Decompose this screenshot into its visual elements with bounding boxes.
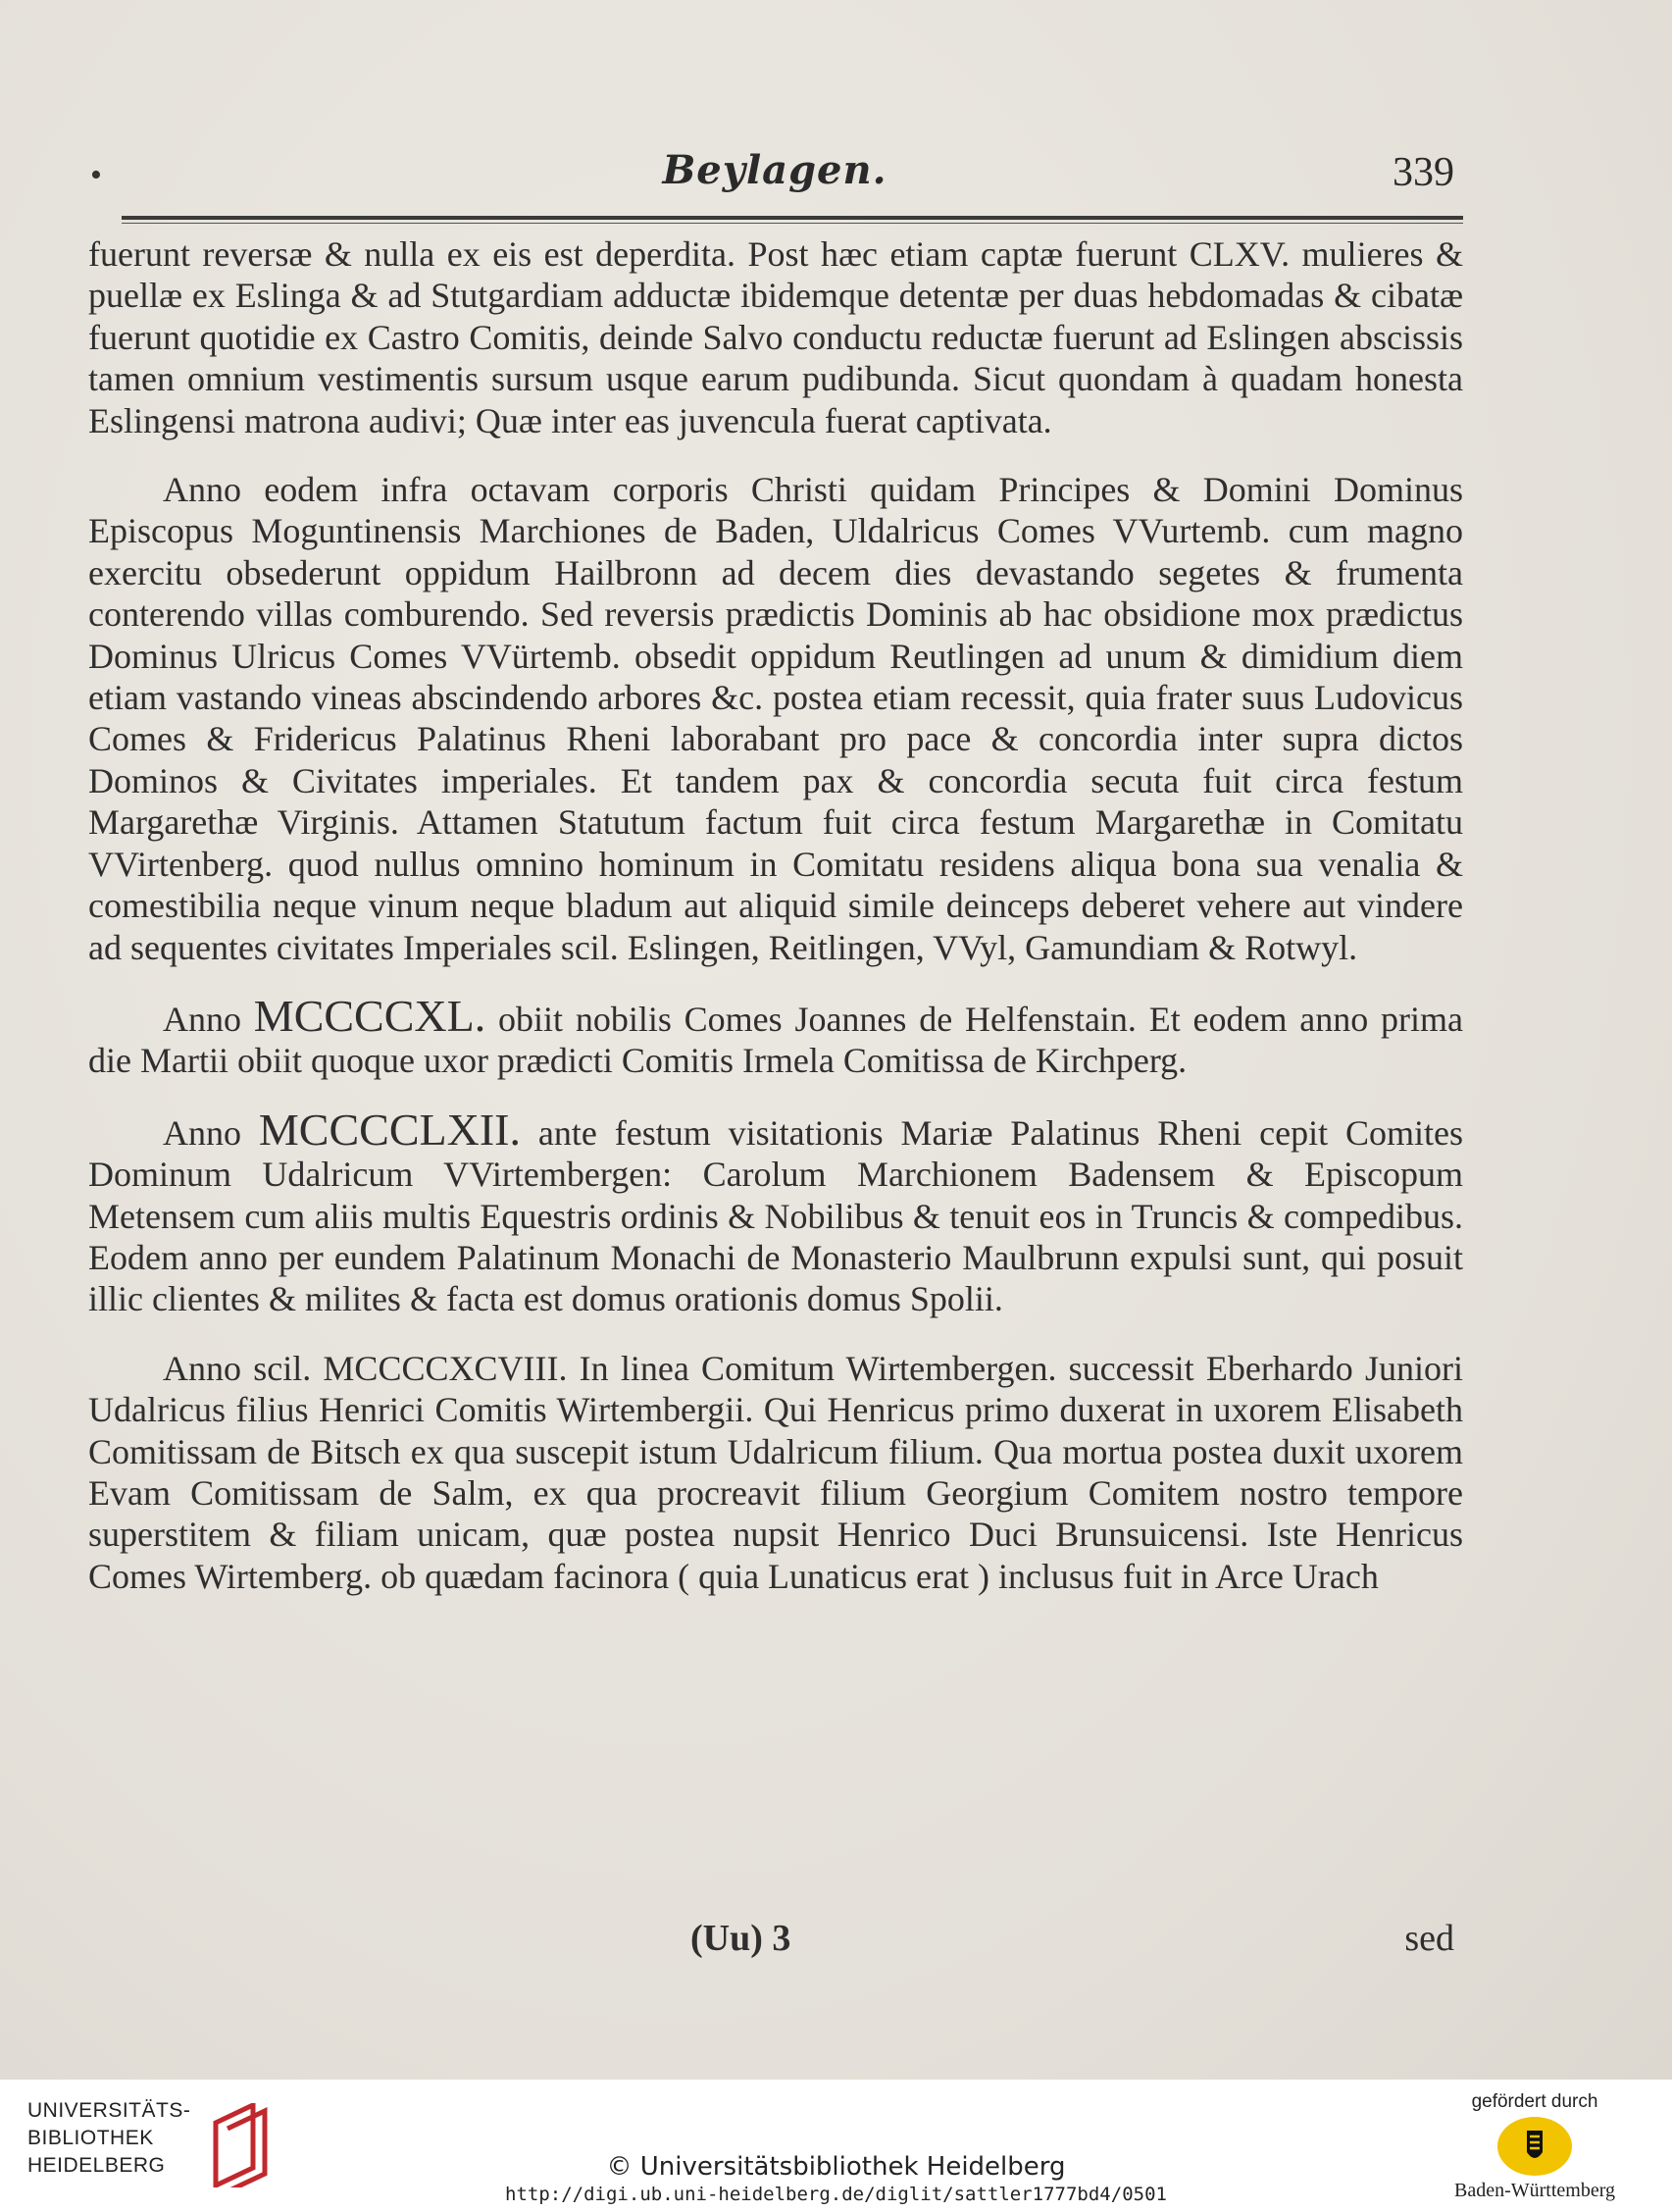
paragraph-3 bbox=[88, 990, 1463, 1082]
footer-bar bbox=[0, 2080, 1672, 2212]
catchline bbox=[0, 1917, 1672, 1966]
library-line: UNIVERSITÄTS- bbox=[27, 2099, 191, 2122]
signature-mark: (Uu) 3 bbox=[690, 1918, 791, 1959]
paragraph-3-text: obiit nobilis Comes Joannes de Helfenstain. Et eodem anno prima die Martii obiit quoque uxor prædicti Comitis Irmela Comitissa de Kirchperg. bbox=[88, 999, 1463, 1081]
page-number: 339 bbox=[1393, 150, 1454, 195]
running-head bbox=[0, 145, 1672, 204]
paragraph-1: fuerunt reversæ & nulla ex eis est deperdita. Post hæc etiam captæ fuerunt CLXV. mulieres & puellæ ex Eslinga & ad Stutgardiam adductæ ibidemque detentæ per duas hebdomadas & cibatæ fuerunt quotidie ex Castro Comitis, deinde Salvo conductu reductæ fuerunt ad Eslingen abscissis tamen omnium vestimentis sursum usque earum pudibunda. Sicut quondam à quadam honesta Eslingensi matrona audivi; Quæ inter eas juvencula fuerat captivata. bbox=[88, 234, 1463, 440]
header-rule bbox=[122, 216, 1463, 220]
library-line: HEIDELBERG bbox=[27, 2154, 166, 2177]
paragraph-4-year: MCCCCLXII. bbox=[258, 1104, 521, 1155]
library-line: BIBLIOTHEK bbox=[27, 2127, 154, 2149]
body-text bbox=[88, 233, 1463, 1597]
copyright-notice: © Universitätsbibliothek Heidelberg bbox=[606, 2152, 1066, 2182]
sponsor-label: gefördert durch bbox=[1471, 2091, 1598, 2112]
paragraph-2: Anno eodem infra octavam corporis Christi quidam Principes & Domini Dominus Episcopus Moguntinensis Marchiones de Baden, Uldalricus Comes VVurtemb. cum magno exercitu obsederunt oppidum Hailbronn ad decem dies devastando segetes & frumenta conterendo villas comburendo. Sed reversis prædictis Dominis ab hac obsidione mox prædictus Dominus Ulricus Comes VVürtemb. obsedit oppidum Reutlingen ad unum & dimidium diem etiam vastando vineas abscindendo arbores &c. postea etiam recessit, quia frater suus Ludovicus Comes & Fridericus Palatinus Rheni laborabant pro pace & concordia inter supra dictos Dominos & Civitates imperiales. Et tandem pax & concordia secuta fuit circa festum Margarethæ Virginis. Attamen Statutum factum fuit circa festum Margarethæ in Comitatu VVirtenberg. quod nullus omnino hominum in Comitatu residens aliqua bona sua venalia & comestibilia neque vinum neque bladum aut aliquid simile deinceps deberet vehere aut vindere ad sequentes civitates Imperiales scil. Eslingen, Reitlingen, VVyl, Gamundiam & Rotwyl. bbox=[88, 470, 1463, 967]
paragraph-4-lead: Anno bbox=[163, 1112, 241, 1153]
sponsor-name: Baden-Württemberg bbox=[1453, 2180, 1615, 2201]
paragraph-4-text: ante festum visitationis Mariæ Palatinus Rheni cepit Comites Dominum Udalricum VVirtembergen: Carolum Marchionem Badensem & Episcopum Metensem cum aliis multis Equestris ordinis & Nobilibus & tenuit eos in Truncis & compedibus. Eodem anno per eundem Palatinum Monachi de Monasterio Maulbrunn expulsi sunt, qui posuit illic clientes & milites & facta est domus orationis domus Spolii. bbox=[88, 1112, 1463, 1319]
paragraph-3-lead: Anno bbox=[163, 999, 241, 1039]
paragraph-4 bbox=[88, 1104, 1463, 1320]
head-dot: • bbox=[90, 157, 102, 193]
baden-wuerttemberg-emblem-icon bbox=[1497, 2117, 1572, 2176]
permalink-url[interactable]: http://digi.ub.uni-heidelberg.de/diglit/sattler1777bd4/0501 bbox=[505, 2184, 1167, 2205]
running-title: Beylagen. bbox=[662, 147, 887, 193]
header-rule-thin bbox=[122, 223, 1463, 224]
catchword: sed bbox=[1404, 1918, 1454, 1959]
paragraph-3-year: MCCCCXL. bbox=[253, 990, 486, 1041]
paragraph-5: Anno scil. MCCCCXCVIII. In linea Comitum Wirtembergen. successit Eberhardo Juniori Udalricus filius Henrici Comitis Wirtembergii. Qui Henricus primo duxerat in uxorem Elisabeth Comitissam de Bitsch ex qua suscepit istum Udalricum filium. Qua mortua postea duxit uxorem Evam Comitissam de Salm, ex qua procreavit filium Georgium Comitem nostro tempore superstitem & filiam unicam, quæ postea nupsit Henrico Duci Brunsuicensi. Iste Henricus Comes Wirtemberg. ob quædam facinora ( quia Lunaticus erat ) inclusus fuit in Arce Urach bbox=[88, 1348, 1463, 1596]
